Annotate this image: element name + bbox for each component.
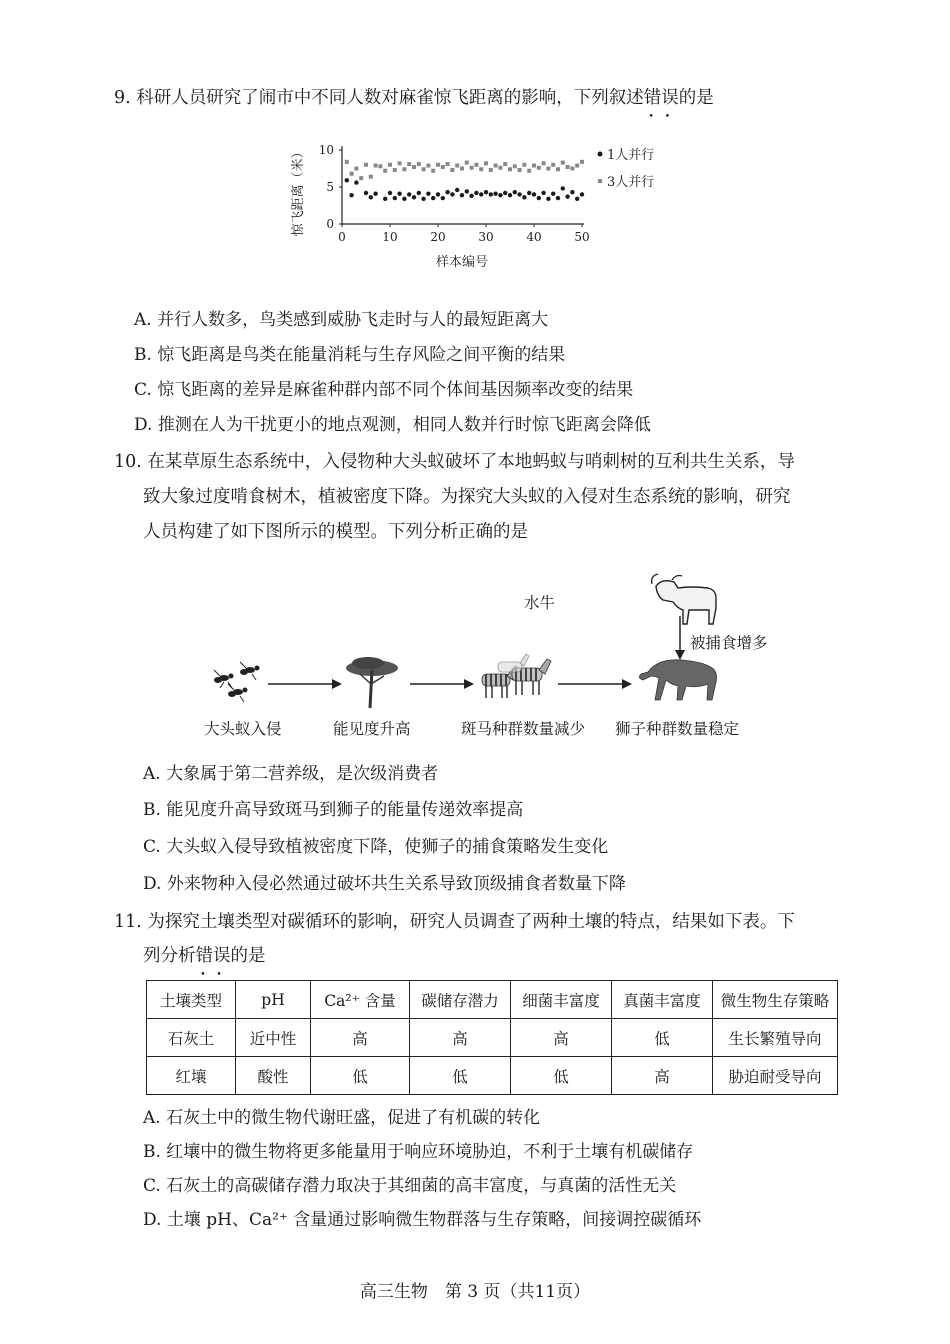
data-point-circle [551, 191, 555, 195]
table-cell: 生长繁殖导向 [713, 1019, 838, 1057]
table-header-cell: 真菌丰富度 [612, 981, 713, 1019]
data-point-circle [436, 192, 440, 196]
table-cell: 低 [311, 1057, 410, 1095]
data-point-square [402, 167, 406, 171]
data-point-square [561, 161, 565, 165]
data-point-square [422, 167, 426, 171]
data-point-circle [493, 191, 497, 195]
q9-stem-text: 9. 科研人员研究了闹市中不同人数对麻雀惊飞距离的影响，下列叙述 [114, 88, 644, 108]
data-point-circle [508, 193, 512, 197]
table-cell: 石灰土 [147, 1019, 236, 1057]
data-point-square [412, 165, 416, 169]
data-point-circle [561, 186, 565, 190]
data-point-square [388, 163, 392, 167]
data-point-circle [431, 196, 435, 200]
data-point-square [441, 165, 445, 169]
data-point-square [470, 166, 474, 170]
data-point-square [498, 166, 502, 170]
q11-option-d: D. 土壤 pH、Ca²⁺ 含量通过影响微生物群落与生存策略，间接调控碳循环 [143, 1210, 702, 1230]
data-point-square [359, 176, 363, 180]
data-point-circle [455, 188, 459, 192]
data-point-circle [441, 196, 445, 200]
data-point-square [446, 162, 450, 166]
data-point-square [503, 162, 507, 166]
x-tick-label: 10 [382, 230, 398, 244]
y-tick-label: 5 [326, 180, 334, 194]
data-point-circle [517, 192, 521, 196]
data-point-square [460, 167, 464, 171]
data-point-square [508, 167, 512, 171]
data-point-circle [460, 193, 464, 197]
table-cell: 红壤 [147, 1057, 236, 1095]
table-cell: 胁迫耐受导向 [713, 1057, 838, 1095]
data-point-circle [383, 197, 387, 201]
data-point-circle [354, 180, 358, 184]
lion-icon [639, 660, 716, 700]
soil-table [146, 980, 838, 1095]
data-point-circle [527, 191, 531, 195]
data-point-circle [503, 191, 507, 195]
q10-option-a: A. 大象属于第二营养级，是次级消费者 [143, 764, 439, 784]
data-point-square [484, 161, 488, 165]
table-header-cell: 细菌丰富度 [511, 981, 612, 1019]
data-point-square [542, 161, 546, 165]
data-point-square [513, 164, 517, 168]
data-point-square [537, 166, 541, 170]
data-point-square [374, 164, 378, 168]
legend-label: 3人并行 [607, 175, 655, 190]
table-cell: 低 [612, 1019, 713, 1057]
q11-option-c: C. 石灰土的高碳储存潜力取决于其细菌的高丰富度，与真菌的活性无关 [143, 1176, 677, 1196]
data-point-circle [513, 190, 517, 194]
page-footer: 高三生物 第 3 页（共11页） [359, 1282, 591, 1302]
data-point-circle [484, 190, 488, 194]
data-point-square [455, 164, 459, 168]
q10-stem-line-2: 致大象过度啃食树木，植被密度下降。为探究大头蚁的入侵对生态系统的影响，研究 [143, 487, 791, 507]
data-point-square [407, 162, 411, 166]
data-point-circle [565, 194, 569, 198]
data-point-square [580, 160, 584, 164]
table-cell: 低 [410, 1057, 511, 1095]
q9-option-c: C. 惊飞距离的差异是麻雀种群内部不同个体间基因频率改变的结果 [134, 380, 634, 400]
data-point-square [393, 168, 397, 172]
data-point-circle [537, 196, 541, 200]
q11-stem-emphasis: 错误 • • [196, 944, 231, 968]
arrow-zebra-to-lion [558, 679, 632, 689]
data-point-square [426, 164, 430, 168]
data-point-circle [345, 178, 349, 182]
data-point-circle [402, 197, 406, 201]
data-point-square [450, 168, 454, 172]
data-point-circle [522, 195, 526, 199]
label-lion-stable: 狮子种群数量稳定 [615, 720, 740, 738]
data-point-square [383, 169, 387, 173]
label-visibility-increase: 能见度升高 [333, 720, 411, 738]
data-point-circle [546, 197, 550, 201]
data-point-circle [479, 192, 483, 196]
data-point-circle [580, 192, 584, 196]
data-point-circle [575, 197, 579, 201]
series-1 [345, 178, 585, 201]
data-point-circle [498, 193, 502, 197]
data-point-square [494, 164, 498, 168]
data-point-square [489, 168, 493, 172]
data-point-square [527, 169, 531, 173]
buffalo-icon [652, 574, 716, 624]
data-point-square [345, 160, 349, 164]
table-cell: 低 [511, 1057, 612, 1095]
data-point-circle [570, 190, 574, 194]
label-ant-invasion: 大头蚁入侵 [204, 720, 282, 738]
q11-stem-text: 列分析 [143, 946, 196, 966]
data-point-square [364, 163, 368, 167]
series-2 [345, 160, 584, 180]
chart-points [345, 160, 585, 201]
table-cell: 高 [612, 1057, 713, 1095]
data-point-circle [469, 194, 473, 198]
y-tick-label: 0 [326, 217, 334, 231]
data-point-square [546, 167, 550, 171]
q9-option-a: A. 并行人数多，鸟类感到威胁飞走时与人的最短距离大 [134, 310, 549, 330]
data-point-circle [465, 189, 469, 193]
table-row [147, 1057, 838, 1095]
data-point-circle [407, 192, 411, 196]
q11-option-a: A. 石灰土中的微生物代谢旺盛，促进了有机碳的转化 [143, 1108, 541, 1128]
x-tick-label: 0 [338, 230, 346, 244]
table-cell: 酸性 [236, 1057, 311, 1095]
label-buffalo: 水牛 [524, 594, 556, 612]
x-tick-label: 30 [478, 230, 494, 244]
data-point-circle [450, 192, 454, 196]
legend-marker-circle [598, 152, 603, 157]
zebra-herd-icon [482, 654, 551, 698]
label-predation-increase: 被捕食增多 [690, 634, 768, 652]
data-point-square [431, 169, 435, 173]
table-row [147, 1019, 838, 1057]
data-point-circle [412, 195, 416, 199]
data-point-circle [541, 191, 545, 195]
q10-option-c: C. 大头蚁入侵导致植被密度下降，使狮子的捕食策略发生变化 [143, 837, 609, 857]
q11-option-b: B. 红壤中的微生物将更多能量用于响应环境胁迫，不利于土壤有机碳储存 [143, 1142, 694, 1162]
data-point-square [566, 165, 570, 169]
y-tick-label: 10 [318, 143, 334, 157]
q9-option-d: D. 推测在人为干扰更小的地点观测，相同人数并行时惊飞距离会降低 [134, 415, 651, 435]
label-zebra-decrease: 斑马种群数量减少 [461, 720, 586, 738]
q10-option-b: B. 能见度升高导致斑马到狮子的能量传递效率提高 [143, 800, 524, 820]
data-point-square [354, 167, 358, 171]
data-point-square [465, 161, 469, 165]
x-axis-label: 样本编号 [435, 255, 489, 270]
q10-stem-line-1: 10. 在某草原生态系统中，入侵物种大头蚁破坏了本地蚂蚁与哨刺树的互利共生关系，导 [114, 452, 795, 472]
q9-stem-emphasis: 错误 • • [644, 86, 679, 110]
arrow-ants-to-tree [268, 679, 342, 689]
arrow-tree-to-zebra [410, 679, 474, 689]
table-cell: 近中性 [236, 1019, 311, 1057]
data-point-square [575, 164, 579, 168]
data-point-circle [369, 195, 373, 199]
legend-label: 1人并行 [607, 148, 655, 163]
table-header-cell: Ca²⁺ 含量 [311, 981, 410, 1019]
flight-distance-chart [280, 136, 680, 281]
table-cell: 高 [311, 1019, 410, 1057]
data-point-square [417, 162, 421, 166]
data-point-circle [373, 191, 377, 195]
data-point-circle [364, 191, 368, 195]
data-point-square [350, 172, 354, 176]
data-point-square [479, 167, 483, 171]
data-point-circle [426, 191, 430, 195]
data-point-square [378, 164, 382, 168]
food-chain-diagram [200, 572, 760, 712]
data-point-circle [445, 190, 449, 194]
data-point-square [436, 163, 440, 167]
table-header-cell: 微生物生存策略 [713, 981, 838, 1019]
q10-option-d: D. 外来物种入侵必然通过破坏共生关系导致顶级捕食者数量下降 [143, 874, 626, 894]
data-point-square [474, 163, 478, 167]
table-cell: 高 [511, 1019, 612, 1057]
table-header-cell: pH [236, 981, 311, 1019]
table-header-row [147, 981, 838, 1019]
x-tick-label: 20 [430, 230, 446, 244]
data-point-square [532, 164, 536, 168]
q11-stem-line-1: 11. 为探究土壤类型对碳循环的影响，研究人员调查了两种土壤的特点，结果如下表。下 [114, 912, 795, 932]
chart-legend [598, 148, 655, 190]
data-point-circle [556, 196, 560, 200]
data-point-square [398, 161, 402, 165]
data-point-square [522, 163, 526, 167]
q11-stem-end: 的是 [230, 946, 266, 966]
data-point-circle [393, 196, 397, 200]
data-point-square [556, 167, 560, 171]
data-point-circle [532, 192, 536, 196]
q9-stem-end: 的是 [678, 88, 714, 108]
acacia-tree-icon [346, 657, 398, 708]
ants-icon [214, 662, 260, 702]
data-point-circle [397, 191, 401, 195]
x-tick-label: 50 [574, 230, 590, 244]
q9-option-b: B. 惊飞距离是鸟类在能量消耗与生存风险之间平衡的结果 [134, 345, 566, 365]
y-axis-label: 惊飞距离（米） [291, 145, 306, 237]
table-header-cell: 土壤类型 [147, 981, 236, 1019]
q9-stem [114, 86, 714, 110]
data-point-circle [388, 191, 392, 195]
data-point-circle [417, 191, 421, 195]
q11-stem-line-2 [143, 944, 266, 968]
x-tick-label: 40 [526, 230, 542, 244]
data-point-circle [349, 193, 353, 197]
q10-stem-line-3: 人员构建了如下图所示的模型。下列分析正确的是 [143, 522, 528, 542]
data-point-square [570, 167, 574, 171]
table-header-cell: 碳储存潜力 [410, 981, 511, 1019]
data-point-square [518, 168, 522, 172]
data-point-circle [474, 191, 478, 195]
data-point-circle [421, 197, 425, 201]
table-cell: 高 [410, 1019, 511, 1057]
legend-marker-square [598, 179, 602, 183]
data-point-circle [489, 192, 493, 196]
data-point-square [551, 163, 555, 167]
data-point-square [369, 175, 373, 179]
